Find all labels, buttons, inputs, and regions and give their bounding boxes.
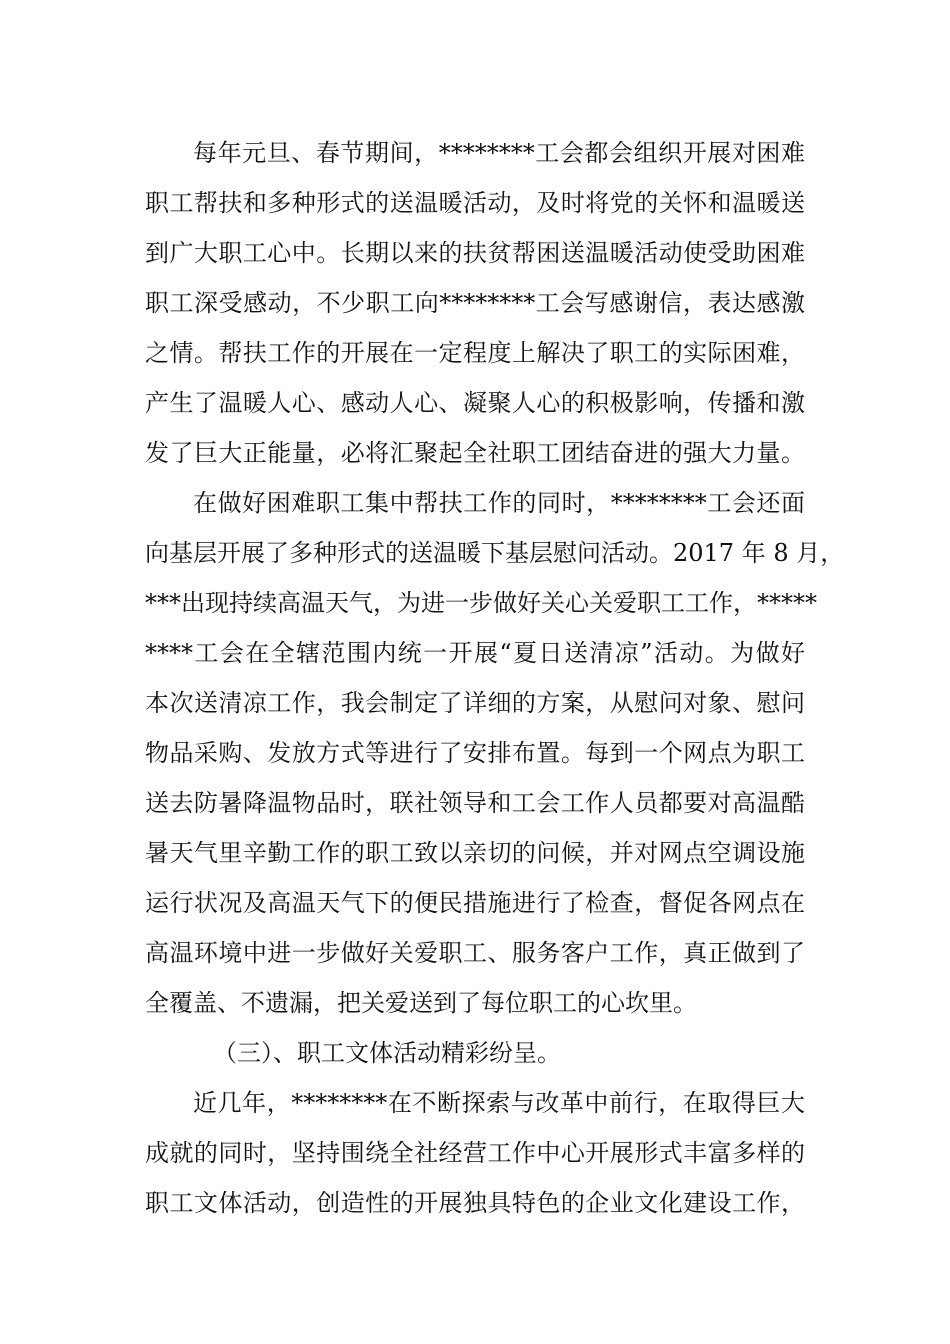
paragraph-4-line-2: 成就的同时，坚持围绕全社经营工作中心开展形式丰富多样的 bbox=[145, 1139, 805, 1167]
paragraph-2-line-1: 在做好困难职工集中帮扶工作的同时，********工会还面 bbox=[193, 489, 805, 517]
paragraph-1-line-3: 到广大职工心中。长期以来的扶贫帮困送温暖活动使受助困难 bbox=[145, 239, 805, 267]
section-heading: （三）、职工文体活动精彩纷呈。 bbox=[213, 1039, 561, 1067]
paragraph-2-line-6: 物品采购、发放方式等进行了安排布置。每到一个网点为职工 bbox=[145, 739, 805, 767]
paragraph-2-line-3: ***出现持续高温天气，为进一步做好关心关爱职工工作，***** bbox=[145, 589, 817, 617]
paragraph-1-line-5: 之情。帮扶工作的开展在一定程度上解决了职工的实际困难， bbox=[145, 339, 805, 367]
paragraph-1-line-1: 每年元旦、春节期间，********工会都会组织开展对困难 bbox=[193, 139, 805, 167]
paragraph-1-line-6: 产生了温暖人心、感动人心、凝聚人心的积极影响，传播和激 bbox=[145, 389, 805, 417]
paragraph-1-line-7: 发了巨大正能量，必将汇聚起全社职工团结奋进的强大力量。 bbox=[145, 439, 805, 467]
paragraph-2-line-9: 运行状况及高温天气下的便民措施进行了检查，督促各网点在 bbox=[145, 889, 805, 917]
paragraph-2-line-8: 暑天气里辛勤工作的职工致以亲切的问候，并对网点空调设施 bbox=[145, 839, 805, 867]
paragraph-4-line-1: 近几年，********在不断探索与改革中前行，在取得巨大 bbox=[193, 1089, 805, 1117]
paragraph-2-line-10: 高温环境中进一步做好关爱职工、服务客户工作，真正做到了 bbox=[145, 939, 805, 967]
paragraph-4-line-3: 职工文体活动，创造性的开展独具特色的企业文化建设工作， bbox=[145, 1189, 805, 1217]
paragraph-2-line-7: 送去防暑降温物品时，联社领导和工会工作人员都要对高温酷 bbox=[145, 789, 805, 817]
paragraph-2-line-5: 本次送清凉工作，我会制定了详细的方案，从慰问对象、慰问 bbox=[145, 689, 805, 717]
paragraph-1-line-2: 职工帮扶和多种形式的送温暖活动，及时将党的关怀和温暖送 bbox=[145, 189, 805, 217]
paragraph-1-line-4: 职工深受感动，不少职工向********工会写感谢信，表达感激 bbox=[145, 289, 805, 317]
paragraph-2-line-2: 向基层开展了多种形式的送温暖下基层慰问活动。2017 年 8 月， bbox=[145, 539, 845, 567]
paragraph-2-line-11: 全覆盖、不遗漏，把关爱送到了每位职工的心坎里。 bbox=[145, 989, 697, 1017]
paragraph-2-line-4: ****工会在全辖范围内统一开展“夏日送清凉”活动。为做好 bbox=[145, 639, 805, 667]
